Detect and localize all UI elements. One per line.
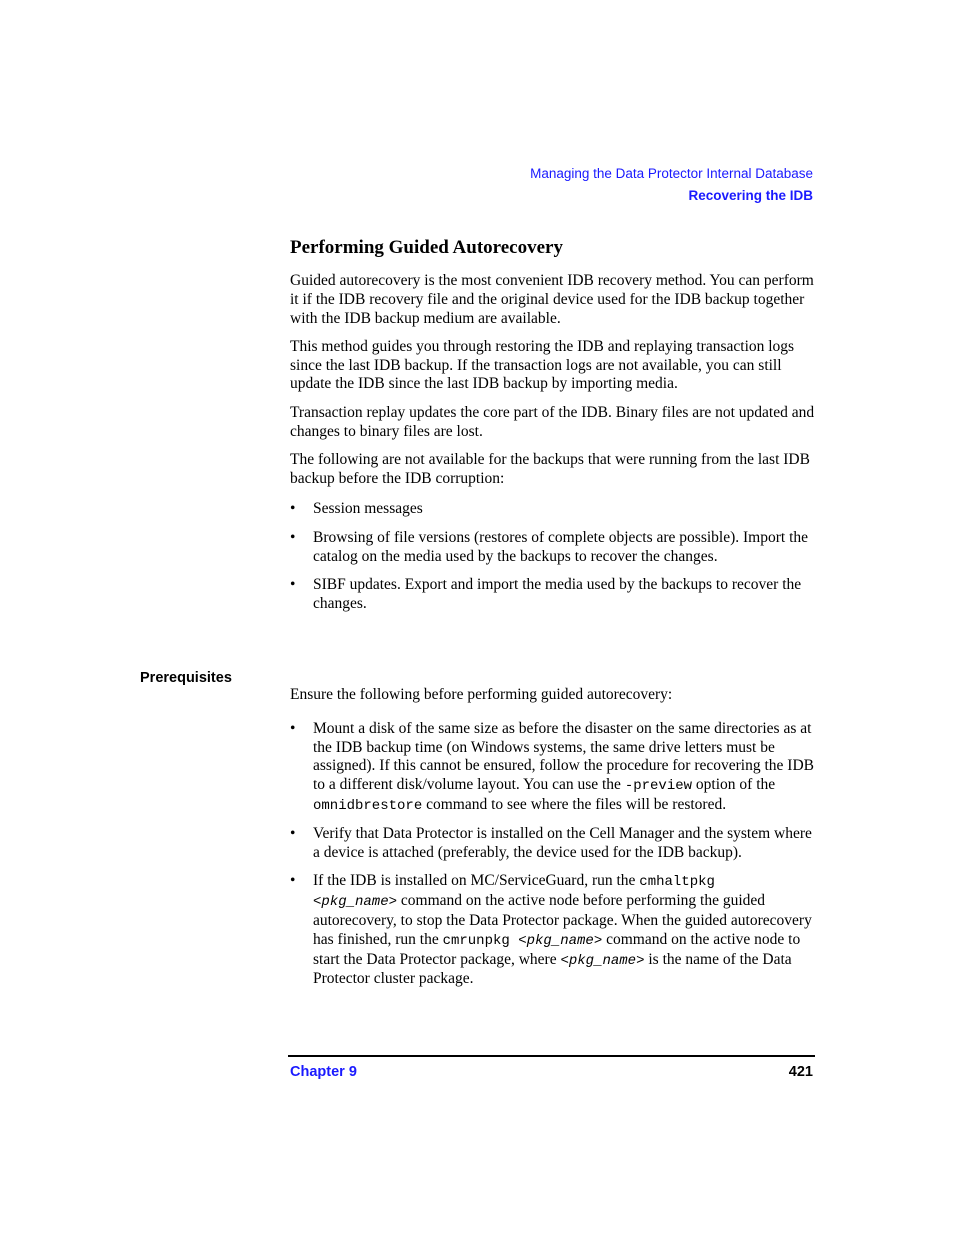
code-option: -preview bbox=[624, 778, 693, 795]
code-argument: <pkg_name> bbox=[313, 894, 398, 911]
code-command: cmhaltpkg bbox=[639, 874, 715, 891]
list-item: • If the IDB is installed on MC/ServiceGuard, run the cmhaltpkg <pkg_name> command on the active node before performing the guided autorecovery, to stop the Data Protector package. When the guided autorecovery has finished, run the cmrunpkg <pkg_name> command on the active node to start the Data Protector package, where <pkg_name> is the name of the Data Protector cluster package. bbox=[290, 872, 812, 988]
bullet-icon: • bbox=[290, 872, 296, 890]
code-command: omnidbrestore bbox=[313, 797, 423, 814]
section-body bbox=[290, 272, 815, 623]
page-number: 421 bbox=[788, 1064, 813, 1080]
prerequisites-body bbox=[290, 670, 815, 999]
code-argument: <pkg_name> bbox=[518, 932, 603, 949]
code-command: cmrunpkg bbox=[442, 932, 519, 949]
section-title: Performing Guided Autorecovery bbox=[290, 237, 563, 258]
paragraph: Guided autorecovery is the most convenient IDB recovery method. You can perform it if the IDB recovery file and the original device used for the IDB backup together with the IDB backup medium are available. bbox=[290, 272, 814, 327]
paragraph: The following are not available for the backups that were running from the last IDB backup before the IDB corruption: bbox=[290, 450, 810, 487]
paragraph: Transaction replay updates the core part of the IDB. Binary files are not updated and changes to binary files are lost. bbox=[290, 403, 815, 440]
list-item: • Mount a disk of the same size as before the disaster on the same directories as at the IDB backup time (on Windows systems, the same drive letters must be assigned). If this cannot be ensured, follow the procedure for recovering the IDB to a different disk/volume layout. You can use the -preview option of the omnidbrestore command to see where the files will be restored. bbox=[290, 719, 814, 814]
bullet-icon: • bbox=[290, 825, 296, 843]
bullet-icon: • bbox=[290, 575, 296, 593]
footer-rule bbox=[288, 1055, 815, 1057]
list-item: • Browsing of file versions (restores of complete objects are possible). Import the catalog on the media used by the backups to recover the changes. bbox=[290, 528, 809, 565]
code-argument: <pkg_name> bbox=[560, 952, 645, 969]
unavailable-list bbox=[290, 500, 815, 613]
bullet-icon: • bbox=[290, 500, 296, 518]
running-header-chapter: Managing the Data Protector Internal Database bbox=[530, 166, 813, 181]
list-item: • Session messages bbox=[290, 500, 423, 518]
list-item: • Verify that Data Protector is installed on the Cell Manager and the system where a device is attached (preferably, the device used for the IDB backup). bbox=[290, 825, 812, 862]
footer-chapter: Chapter 9 bbox=[290, 1064, 357, 1080]
prerequisites-label: Prerequisites bbox=[140, 670, 232, 686]
running-header-section: Recovering the IDB bbox=[688, 188, 813, 203]
prerequisites-list bbox=[290, 720, 815, 989]
paragraph: This method guides you through restoring the IDB and replaying transaction logs since the last IDB backup. If the transaction logs are not available, you can still update the IDB since the last IDB backup by importing media. bbox=[290, 337, 795, 393]
prerequisites-intro: Ensure the following before performing guided autorecovery: bbox=[290, 685, 673, 703]
bullet-icon: • bbox=[290, 528, 296, 546]
list-item: • SIBF updates. Export and import the media used by the backups to recover the changes. bbox=[290, 575, 802, 612]
bullet-icon: • bbox=[290, 719, 296, 737]
